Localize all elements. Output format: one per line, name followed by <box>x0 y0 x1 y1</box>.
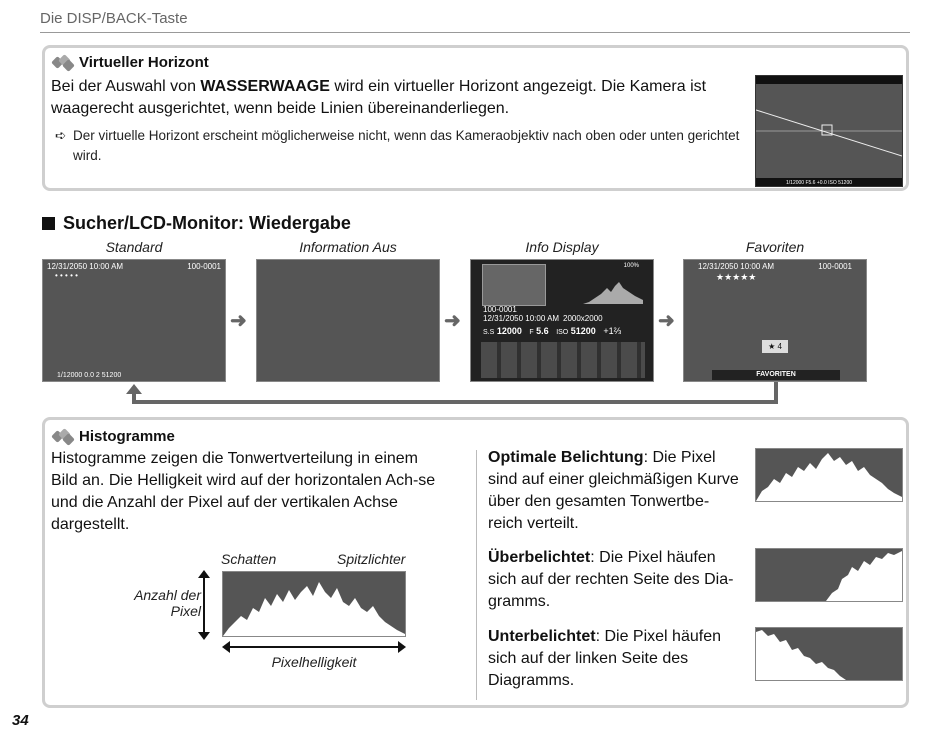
histogram-overexposed <box>755 548 903 602</box>
arrow-right-icon: ➜ <box>658 310 675 332</box>
info-histogram <box>583 278 643 304</box>
histogram-paragraph: Histogramme zeigen die Tonwertverteilung in einem Bild an. Die Helligkeit wird auf der horizontalen Ach-se und die Anzahl der Pixel auf der vertikalen Achse dargestellt. <box>51 450 436 533</box>
mode-label-info-off: Information Aus <box>299 239 397 255</box>
arrow-right-icon: ➜ <box>444 310 461 332</box>
info-grid <box>481 342 645 378</box>
label-highlights: Spitzlichter <box>337 551 406 567</box>
fav-rating[interactable]: ★ 4 <box>762 340 788 353</box>
loop-arrow-icon <box>120 382 790 408</box>
page-header: Die DISP/BACK-Taste <box>40 10 188 27</box>
histogram-title: Histogramme <box>53 428 175 445</box>
standard-stars: • • • • • <box>55 271 78 280</box>
header-divider <box>40 32 910 33</box>
screen-standard <box>42 259 226 382</box>
note-icon: ➪ <box>55 128 67 143</box>
fav-stars: ★★★★★ <box>716 272 757 282</box>
screen-favorites <box>683 259 867 382</box>
column-divider <box>476 450 477 700</box>
x-axis-arrow-icon <box>222 640 406 654</box>
playback-title: Sucher/LCD-Monitor: Wiedergabe <box>42 213 351 234</box>
info-frame: 100-0001 <box>483 305 517 314</box>
square-bullet-icon <box>42 217 55 230</box>
mode-label-info-display: Info Display <box>525 239 599 255</box>
horizon-title: Virtueller Horizont <box>53 54 209 71</box>
mode-label-favorites: Favoriten <box>745 239 805 255</box>
fav-frame: 100-0001 <box>818 262 852 271</box>
histogram-optimal <box>755 448 903 502</box>
fav-bar: FAVORITEN <box>712 370 840 380</box>
hist-item-optimal: Optimale Belichtung: Die Pixel sind auf einer gleichmäßigen Kurve über den gesamten Tonwertbe-reich verteilt. <box>488 449 739 532</box>
y-axis-arrow-icon <box>197 570 211 640</box>
screen-info-off <box>256 259 440 382</box>
horizon-screen-info: 1/12000 F5.6 +0.0 ISO 51200 <box>786 180 853 186</box>
info-resolution: 2000x2000 <box>563 314 603 323</box>
horizon-box <box>42 45 909 191</box>
cubes-icon <box>53 56 75 70</box>
histogram-underexposed <box>755 627 903 681</box>
hist-item-overexposed: Überbelichtet: Die Pixel häufen sich auf der rechten Seite des Dia-gramms. <box>488 549 734 610</box>
example-histogram <box>222 571 406 637</box>
horizon-screen <box>755 75 903 187</box>
standard-date: 12/31/2050 10:00 AM <box>47 262 124 271</box>
info-date: 12/31/2050 10:00 AM <box>483 314 560 323</box>
label-shadows: Schatten <box>221 551 277 567</box>
horizon-note: ➪ Der virtuelle Horizont erscheint möglicherweise nicht, wenn das Kameraobjektiv nach oben oder unten gerichtet wird. <box>55 126 745 166</box>
standard-bottom: 1/12000 0.0 2 51200 <box>57 372 122 379</box>
histogram-box <box>42 417 909 708</box>
info-exposure: S.S 12000 F 5.6 ISO 51200 +1⅔ <box>483 326 622 336</box>
cubes-icon <box>53 430 75 444</box>
page-number: 34 <box>12 712 29 729</box>
info-thumbnail <box>482 264 546 306</box>
info-zoom: 100% <box>623 263 639 269</box>
mode-label-standard: Standard <box>105 239 163 255</box>
hist-item-underexposed: Unterbelichtet: Die Pixel häufen sich auf der linken Seite des Diagramms. <box>488 628 721 689</box>
horizon-paragraph: Bei der Auswahl von WASSERWAAGE wird ein virtueller Horizont angezeigt. Die Kamera ist waagerecht ausgerichtet, wenn beide Linien übereinanderliegen. <box>51 78 707 117</box>
standard-frame: 100-0001 <box>187 262 221 271</box>
screen-info-display <box>470 259 654 382</box>
label-yaxis: Anzahl der Pixel <box>134 587 201 619</box>
arrow-right-icon: ➜ <box>230 310 247 332</box>
fav-date: 12/31/2050 10:00 AM <box>698 262 775 271</box>
horizon-lines <box>756 84 902 178</box>
label-xaxis: Pixelhelligkeit <box>271 654 357 670</box>
